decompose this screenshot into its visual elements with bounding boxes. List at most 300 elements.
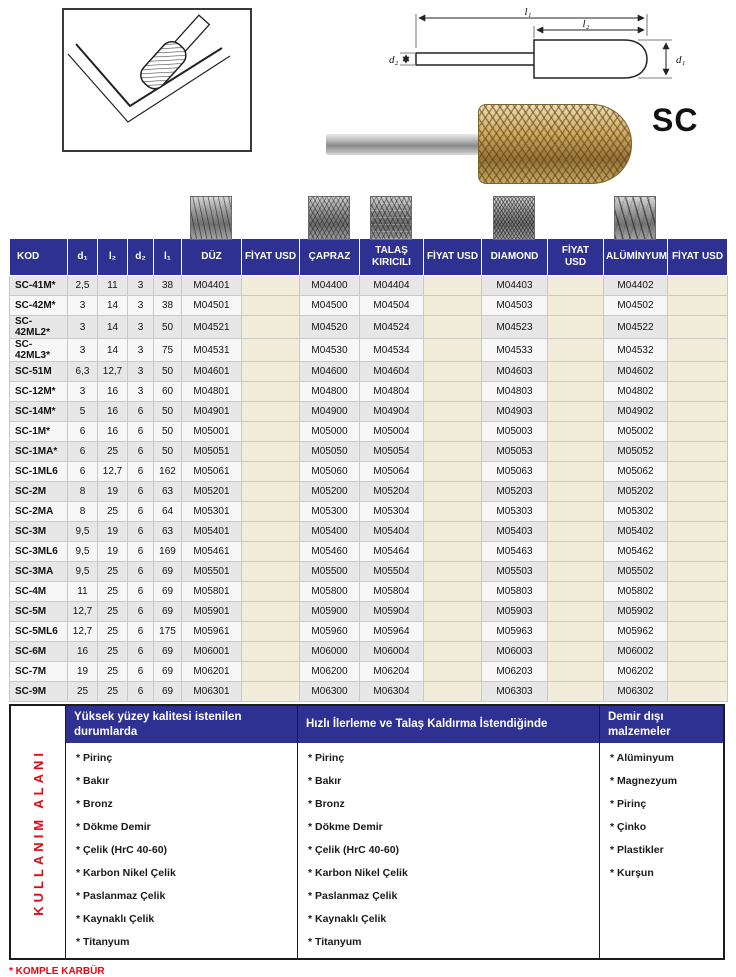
value-cell: 64 [154,502,182,522]
value-cell: 6 [68,442,98,462]
value-cell: M04804 [360,382,424,402]
table-row [10,662,728,682]
value-cell: M05062 [604,462,668,482]
value-cell: M05063 [482,462,548,482]
value-cell [548,482,604,502]
value-cell [548,382,604,402]
table-row [10,276,728,296]
value-cell: M05964 [360,622,424,642]
value-cell [424,422,482,442]
value-cell: 6 [128,482,154,502]
value-cell: 60 [154,382,182,402]
value-cell [242,316,300,339]
value-cell: M05060 [300,462,360,482]
table-body [10,276,728,702]
value-cell [668,682,728,702]
value-cell [548,339,604,362]
column-header: d₂ [128,239,154,276]
value-cell: 6 [128,662,154,682]
part-code-cell: SC-1M* [10,422,68,442]
value-cell: 69 [154,662,182,682]
part-code-cell: SC-3MA [10,562,68,582]
usage-item: * Paslanmaz Çelik [308,890,398,902]
value-cell: 25 [98,622,128,642]
value-cell [668,296,728,316]
value-cell: M05402 [604,522,668,542]
value-cell [242,642,300,662]
value-cell [668,602,728,622]
value-cell: 9,5 [68,522,98,542]
value-cell: 162 [154,462,182,482]
usage-item: * Çelik (HrC 40-60) [76,844,168,856]
value-cell: M04901 [182,402,242,422]
usage-item: * Titanyum [308,936,362,948]
value-cell: M04501 [182,296,242,316]
value-cell: 19 [98,542,128,562]
part-code-cell: SC-12M* [10,382,68,402]
value-cell: M05200 [300,482,360,502]
value-cell: 6 [128,442,154,462]
column-header: l₁ [154,239,182,276]
top-section [0,0,736,196]
value-cell: M05900 [300,602,360,622]
value-cell [548,662,604,682]
value-cell [668,642,728,662]
value-cell: 3 [128,362,154,382]
value-cell: M06001 [182,642,242,662]
column-header: FİYAT USD [668,239,728,276]
value-cell: M04902 [604,402,668,422]
value-cell [548,682,604,702]
value-cell: 6 [128,622,154,642]
value-cell [242,502,300,522]
usage-item: * Kaynaklı Çelik [76,913,155,925]
usage-columns [66,706,723,958]
value-cell: M05504 [360,562,424,582]
usage-section [9,704,725,960]
value-cell: 6 [128,422,154,442]
value-cell: M04523 [482,316,548,339]
value-cell: M05903 [482,602,548,622]
value-cell: M05804 [360,582,424,602]
value-cell [548,316,604,339]
table-row [10,422,728,442]
value-cell: M04534 [360,339,424,362]
value-cell: M05201 [182,482,242,502]
value-cell: 3 [128,316,154,339]
value-cell: M06304 [360,682,424,702]
value-cell: M04400 [300,276,360,296]
value-cell: 3 [128,382,154,402]
value-cell: 25 [98,562,128,582]
value-cell: 14 [98,296,128,316]
value-cell: 3 [128,339,154,362]
value-cell: M04904 [360,402,424,422]
usage-item: * Pirinç [610,798,647,810]
value-cell: 50 [154,316,182,339]
dim-label-d1: d₁ [676,54,686,66]
value-cell: 169 [154,542,182,562]
usage-column-header: Yüksek yüzey kalitesi istenilen durumlarda [66,706,297,744]
value-cell: 25 [68,682,98,702]
value-cell: M05960 [300,622,360,642]
value-cell [424,442,482,462]
value-cell [424,382,482,402]
parts-table [9,238,728,702]
value-cell: M05462 [604,542,668,562]
usage-item: * Kaynaklı Çelik [308,913,387,925]
value-cell: 5 [68,402,98,422]
value-cell [548,622,604,642]
value-cell: M04602 [604,362,668,382]
value-cell: M04402 [604,276,668,296]
value-cell [242,276,300,296]
value-cell [242,622,300,642]
value-cell: 69 [154,642,182,662]
part-code-cell: SC-14M* [10,402,68,422]
value-cell: M04533 [482,339,548,362]
value-cell: M05064 [360,462,424,482]
usage-list [66,744,297,959]
value-cell: 6 [128,522,154,542]
value-cell [424,276,482,296]
value-cell [548,602,604,622]
value-cell: M05051 [182,442,242,462]
value-cell: M06003 [482,642,548,662]
value-cell: M04802 [604,382,668,402]
value-cell [424,662,482,682]
dim-label-d2: d₂ [389,54,399,66]
table-row [10,296,728,316]
value-cell: M05304 [360,502,424,522]
value-cell [424,296,482,316]
value-cell: 9,5 [68,562,98,582]
value-cell: M05050 [300,442,360,462]
usage-column-header: Hızlı İlerleme ve Talaş Kaldırma İstendiğinde [298,706,599,744]
part-code-cell: SC-5M [10,602,68,622]
value-cell [548,442,604,462]
value-cell: 19 [98,522,128,542]
table-row [10,642,728,662]
usage-list [600,744,723,890]
value-cell: 2,5 [68,276,98,296]
usage-item: * Titanyum [76,936,130,948]
value-cell: 50 [154,402,182,422]
value-cell: M05801 [182,582,242,602]
value-cell: M04903 [482,402,548,422]
dim-label-l1: l₁ [524,6,532,18]
value-cell: M05803 [482,582,548,602]
value-cell: M04404 [360,276,424,296]
value-cell: M06303 [482,682,548,702]
value-cell: 69 [154,562,182,582]
value-cell: 50 [154,422,182,442]
value-cell [424,682,482,702]
value-cell: 8 [68,502,98,522]
value-cell: 12,7 [98,362,128,382]
value-cell [548,522,604,542]
value-cell: M04900 [300,402,360,422]
value-cell: 69 [154,682,182,702]
value-cell: 3 [68,382,98,402]
value-cell: M04600 [300,362,360,382]
column-header: FİYAT USD [424,239,482,276]
aluminyum-burr-photo [614,196,656,240]
value-cell [548,562,604,582]
value-cell [668,522,728,542]
column-header: KOD [10,239,68,276]
value-cell [424,462,482,482]
value-cell: 6 [68,462,98,482]
value-cell [668,662,728,682]
value-cell: 25 [98,502,128,522]
part-code-cell: SC-42ML2* [10,316,68,339]
value-cell [424,602,482,622]
value-cell [668,316,728,339]
diamond-burr-photo [493,196,535,240]
value-cell: 50 [154,362,182,382]
value-cell: 19 [98,482,128,502]
value-cell: M05901 [182,602,242,622]
column-header: d₁ [68,239,98,276]
usage-column-header: Demir dışı malzemeler [600,706,723,744]
value-cell: M04603 [482,362,548,382]
value-cell: 9,5 [68,542,98,562]
value-cell: M04604 [360,362,424,382]
value-cell: M04530 [300,339,360,362]
value-cell [548,462,604,482]
usage-item: * Bakır [76,775,110,787]
application-drawing-svg [64,10,246,146]
usage-item: * Karbon Nikel Çelik [76,867,176,879]
usage-column [298,706,600,958]
value-cell: M06200 [300,662,360,682]
value-cell: M05300 [300,502,360,522]
value-cell: M04403 [482,276,548,296]
usage-item: * Plastikler [610,844,664,856]
usage-item: * Kurşun [610,867,654,879]
table-row [10,482,728,502]
usage-item: * Bakır [308,775,342,787]
value-cell: M05001 [182,422,242,442]
usage-item: * Pirinç [308,752,345,764]
product-photo-head [478,104,632,184]
value-cell: M04500 [300,296,360,316]
header-row [10,239,728,276]
usage-item: * Çelik (HrC 40-60) [308,844,400,856]
part-code-cell: SC-6M [10,642,68,662]
value-cell [242,562,300,582]
column-header: FİYAT USD [548,239,604,276]
table-row [10,442,728,462]
value-cell: 3 [128,276,154,296]
value-cell: M04531 [182,339,242,362]
value-cell: M05301 [182,502,242,522]
value-cell [424,622,482,642]
value-cell [548,402,604,422]
product-photo [326,98,644,192]
value-cell: M04800 [300,382,360,402]
value-cell: 6 [128,682,154,702]
usage-item: * Magnezyum [610,775,678,787]
value-cell: 12,7 [68,622,98,642]
usage-item: * Bronz [76,798,113,810]
value-cell: M05002 [604,422,668,442]
value-cell: M05800 [300,582,360,602]
value-cell: 69 [154,602,182,622]
value-cell: M04532 [604,339,668,362]
value-cell: 11 [98,276,128,296]
series-label: SC [652,102,699,138]
value-cell [242,522,300,542]
part-code-cell: SC-3M [10,522,68,542]
value-cell: M04803 [482,382,548,402]
value-cell: M05303 [482,502,548,522]
value-cell: M05202 [604,482,668,502]
value-cell: M06203 [482,662,548,682]
value-cell: 19 [68,662,98,682]
table-row [10,339,728,362]
usage-column [600,706,723,958]
value-cell [668,502,728,522]
part-code-cell: SC-42ML3* [10,339,68,362]
value-cell: 16 [98,402,128,422]
part-code-cell: SC-1MA* [10,442,68,462]
column-header: DIAMOND [482,239,548,276]
value-cell [424,482,482,502]
value-cell: 6 [68,422,98,442]
part-code-cell: SC-4M [10,582,68,602]
usage-item: * Dökme Demir [308,821,383,833]
value-cell: 63 [154,482,182,502]
value-cell: M05302 [604,502,668,522]
table-row [10,582,728,602]
value-cell: 6 [128,542,154,562]
value-cell: M05502 [604,562,668,582]
value-cell [242,462,300,482]
value-cell [424,316,482,339]
value-cell: 25 [98,442,128,462]
value-cell: 16 [98,382,128,402]
value-cell [424,339,482,362]
value-cell: 6 [128,402,154,422]
value-cell: 3 [68,316,98,339]
value-cell: 69 [154,582,182,602]
value-cell: M05401 [182,522,242,542]
part-code-cell: SC-2M [10,482,68,502]
value-cell [424,642,482,662]
value-cell [424,562,482,582]
value-cell [668,276,728,296]
table-row [10,522,728,542]
value-cell: M05061 [182,462,242,482]
usage-item: * Bronz [308,798,345,810]
value-cell: M05962 [604,622,668,642]
value-cell: M04504 [360,296,424,316]
value-cell: M05203 [482,482,548,502]
table-row [10,402,728,422]
usage-item: * Paslanmaz Çelik [76,890,166,902]
value-cell [668,562,728,582]
value-cell: M05460 [300,542,360,562]
value-cell: M05461 [182,542,242,562]
value-cell [242,542,300,562]
column-header: DÜZ [182,239,242,276]
value-cell: 38 [154,276,182,296]
table-row [10,562,728,582]
value-cell: 38 [154,296,182,316]
value-cell: M05404 [360,522,424,542]
column-header: l₂ [98,239,128,276]
table-row [10,542,728,562]
usage-side-label: KULLANIM ALANI [30,748,46,916]
value-cell [668,382,728,402]
value-cell: M05400 [300,522,360,542]
value-cell [548,642,604,662]
usage-list [298,744,599,959]
part-code-cell: SC-9M [10,682,68,702]
value-cell: 50 [154,442,182,462]
value-cell [242,296,300,316]
column-header: ALÜMİNYUM [604,239,668,276]
value-cell: 3 [68,339,98,362]
value-cell: 63 [154,522,182,542]
table-row [10,602,728,622]
value-cell: M05003 [482,422,548,442]
value-cell [424,362,482,382]
value-cell: M05204 [360,482,424,502]
value-cell: 6 [128,642,154,662]
value-cell: M05053 [482,442,548,462]
value-cell [668,482,728,502]
application-drawing [62,8,252,152]
value-cell: M05054 [360,442,424,462]
value-cell: 16 [68,642,98,662]
value-cell: M05500 [300,562,360,582]
part-code-cell: SC-51M [10,362,68,382]
thumb-strip [0,196,736,238]
value-cell: M05463 [482,542,548,562]
value-cell: 14 [98,339,128,362]
value-cell [668,622,728,642]
value-cell: M06204 [360,662,424,682]
value-cell [548,542,604,562]
value-cell [668,462,728,482]
value-cell [242,339,300,362]
value-cell: 6,3 [68,362,98,382]
value-cell: 12,7 [98,462,128,482]
footnote: * KOMPLE KARBÜR [9,966,105,977]
dim-label-l2: l₂ [582,18,590,30]
column-header: FİYAT USD [242,239,300,276]
value-cell [242,382,300,402]
part-code-cell: SC-3ML6 [10,542,68,562]
value-cell: M04801 [182,382,242,402]
value-cell [242,442,300,462]
value-cell: M04522 [604,316,668,339]
value-cell: M05961 [182,622,242,642]
value-cell: 3 [68,296,98,316]
value-cell: M04524 [360,316,424,339]
part-code-cell: SC-2MA [10,502,68,522]
value-cell: 175 [154,622,182,642]
value-cell: M05052 [604,442,668,462]
column-header: ÇAPRAZ [300,239,360,276]
part-code-cell: SC-1ML6 [10,462,68,482]
value-cell: M05902 [604,602,668,622]
value-cell: 6 [128,582,154,602]
table-row [10,502,728,522]
